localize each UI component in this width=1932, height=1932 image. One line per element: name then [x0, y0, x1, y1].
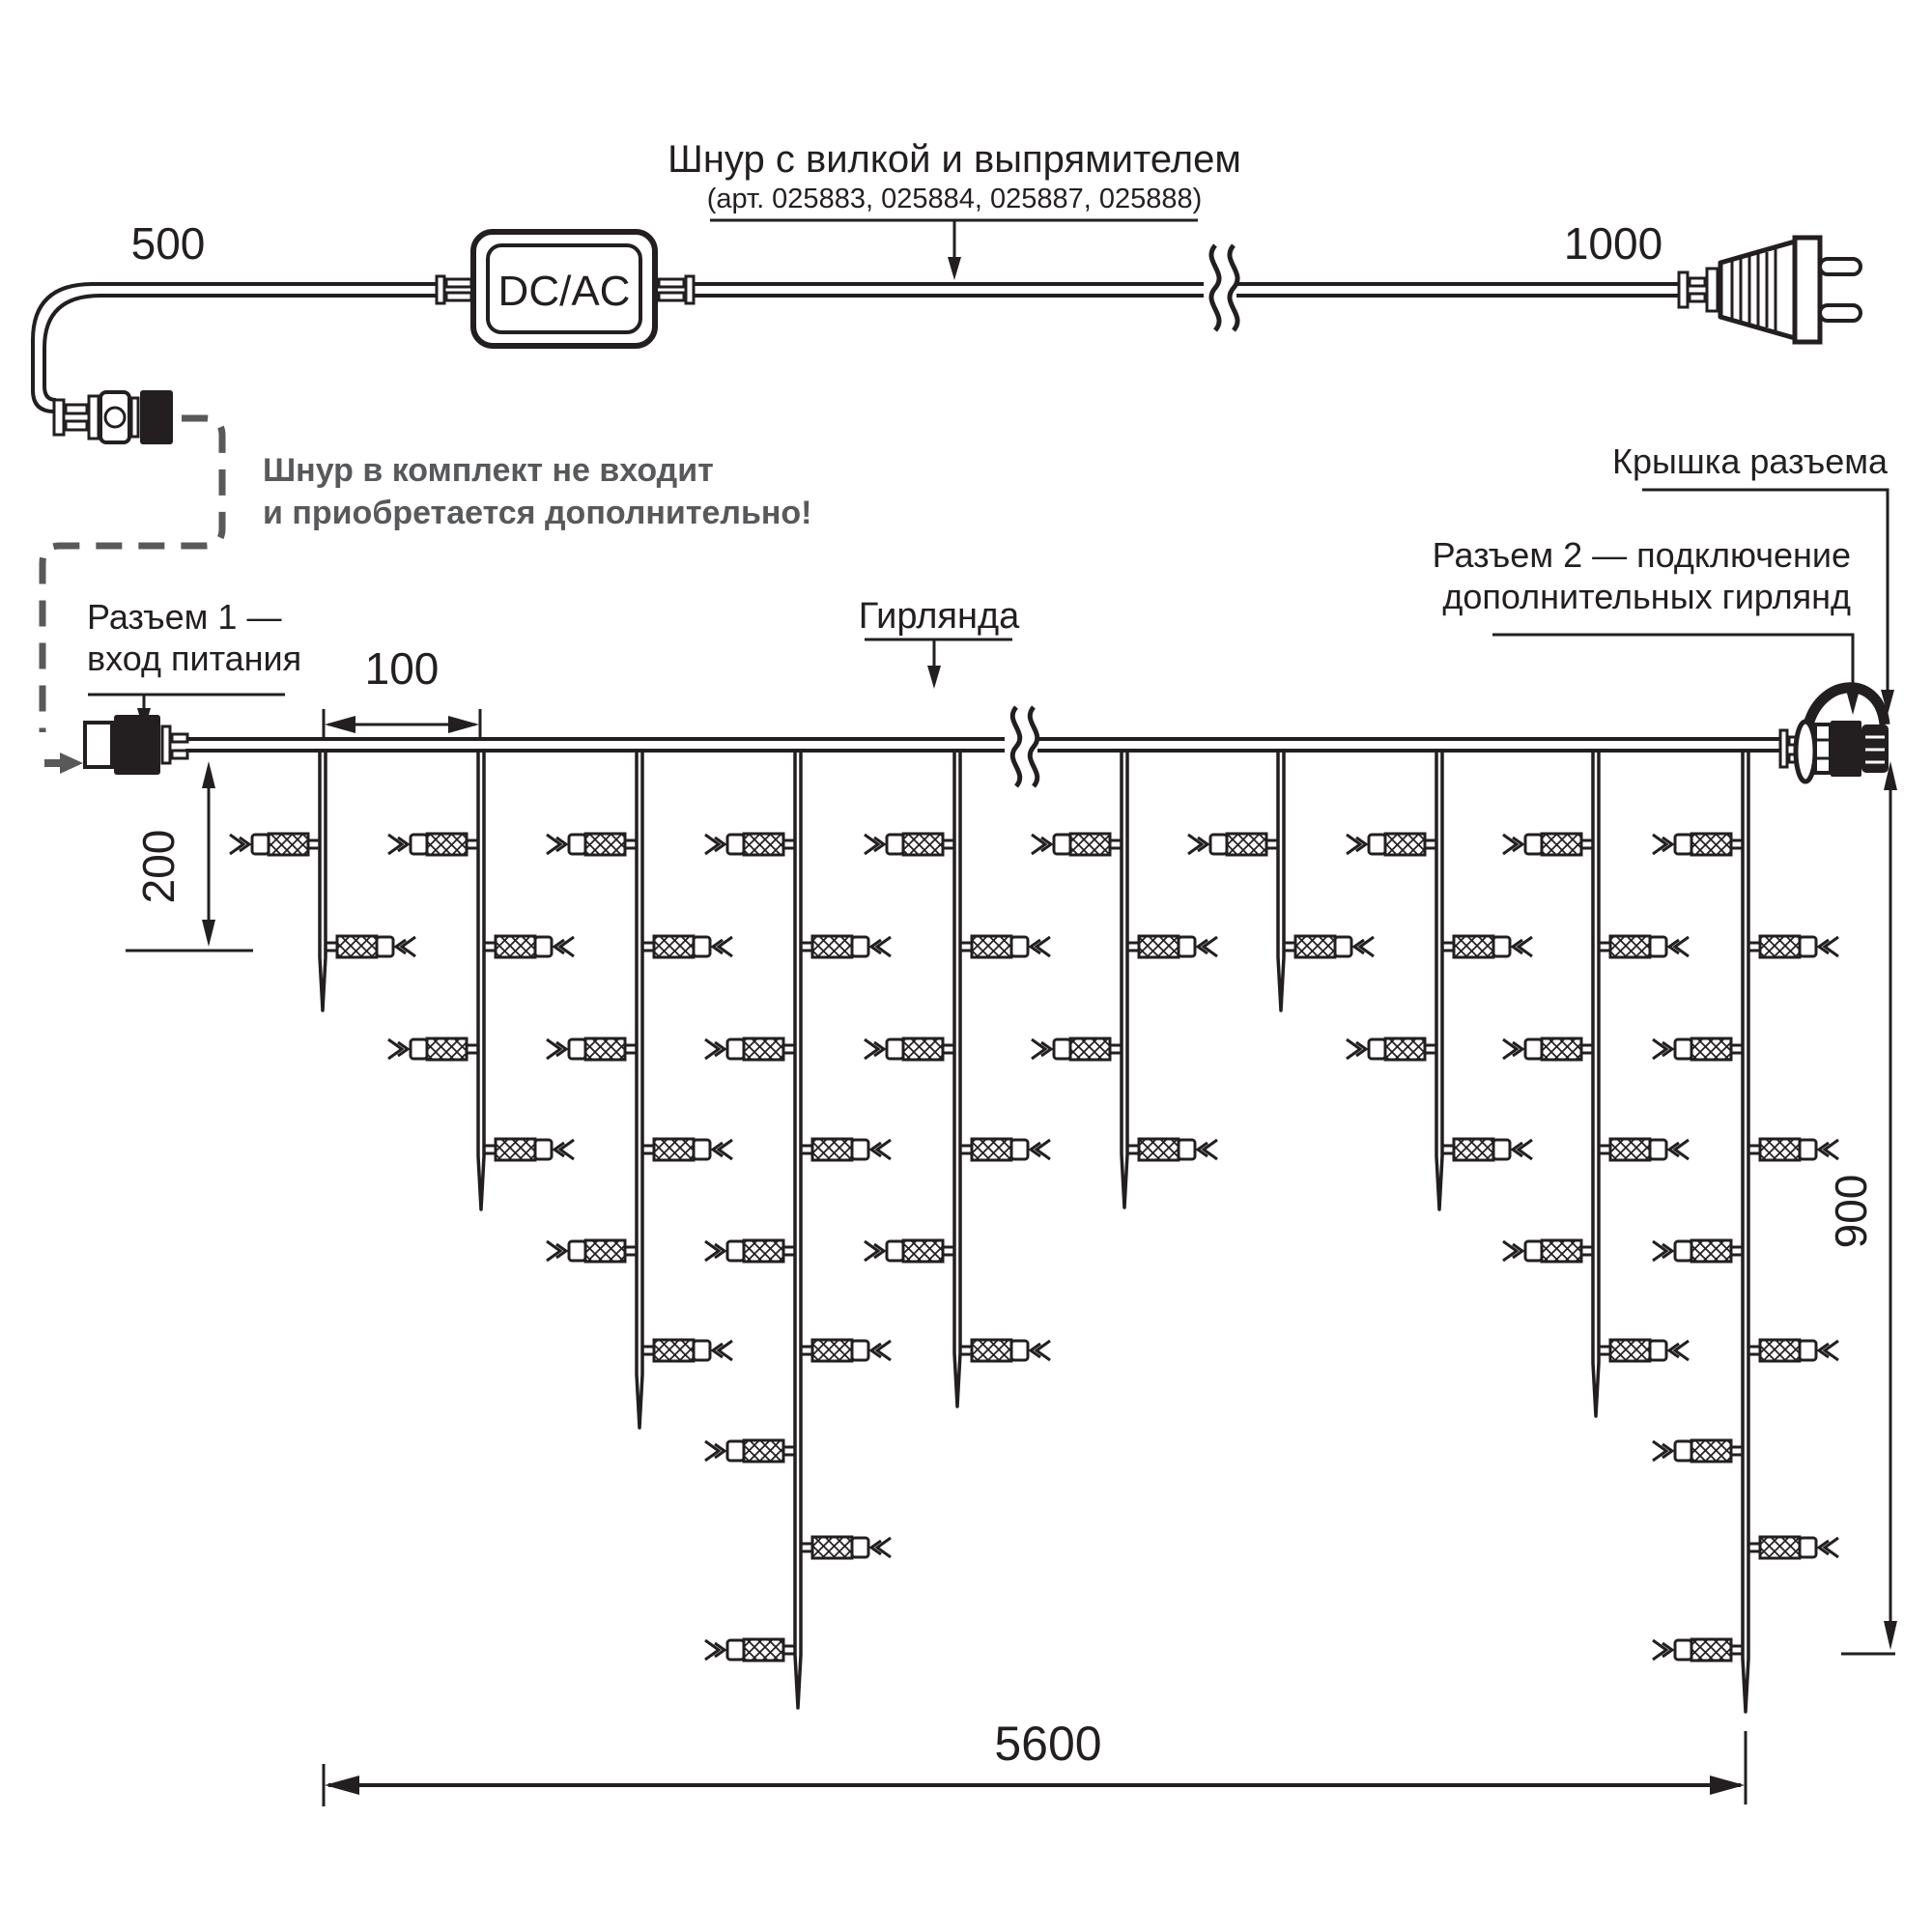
- cord-title-block: [668, 138, 1241, 280]
- cord-subtitle: (арт. 025883, 025884, 025887, 025888): [706, 184, 1203, 214]
- led-bulb-icon: [1347, 1038, 1436, 1060]
- led-bulb-icon: [1653, 834, 1743, 855]
- led-bulb-icon: [960, 936, 1050, 957]
- connector2-line2: дополнительных гирлянд: [1442, 577, 1851, 616]
- led-bulb-icon: [960, 1340, 1050, 1361]
- connector1-line1: Разъем 1 —: [87, 597, 282, 637]
- led-bulb-icon: [705, 1639, 795, 1661]
- led-bulb-icon: [547, 1240, 637, 1262]
- led-bulb-icon: [801, 1340, 891, 1361]
- not-included-note: [263, 452, 812, 531]
- led-bulb-icon: [1503, 1038, 1593, 1060]
- garland-drops: [230, 753, 1838, 1712]
- led-bulb-icon: [484, 1139, 574, 1160]
- connector2-label-block: [1433, 535, 1860, 715]
- power-plug-icon: [1679, 238, 1861, 342]
- power-cord: [33, 245, 1681, 412]
- dim-200: [126, 761, 253, 951]
- dim-900-label: 900: [1826, 1174, 1876, 1249]
- garland-drop: [230, 753, 415, 1010]
- led-bulb-icon: [1127, 1139, 1217, 1160]
- cap-label: Крышка разъема: [1612, 441, 1888, 481]
- garland-label-block: [859, 596, 1020, 689]
- led-bulb-icon: [230, 834, 320, 855]
- led-bulb-icon: [960, 1139, 1050, 1160]
- input-connector-icon: [85, 715, 187, 775]
- led-bulb-icon: [705, 834, 795, 855]
- led-bulb-icon: [1599, 1340, 1689, 1361]
- dim-1000-label: 1000: [1563, 218, 1663, 269]
- dim-200-label: 200: [133, 829, 184, 904]
- led-bulb-icon: [1032, 1038, 1122, 1060]
- led-bulb-icon: [1347, 834, 1436, 855]
- cord-title: Шнур с вилкой и выпрямителем: [668, 138, 1241, 181]
- garland-wire: [185, 739, 1780, 751]
- garland-drop: [1188, 753, 1374, 1010]
- garland-drop: [1347, 753, 1532, 1209]
- led-bulb-icon: [1599, 1139, 1689, 1160]
- led-bulb-icon: [865, 1038, 954, 1060]
- garland-drop: [388, 753, 574, 1209]
- led-bulb-icon: [1442, 936, 1532, 957]
- dim-5600-label: 5600: [994, 1717, 1102, 1771]
- note-line2: и приобретается дополнительно!: [263, 495, 812, 531]
- connector2-line1: Разъем 2 — подключение: [1432, 535, 1851, 575]
- dim-5600: [324, 1717, 1746, 1806]
- led-bulb-icon: [1442, 1139, 1532, 1160]
- dim-100-label: 100: [364, 643, 440, 694]
- garland-drop: [705, 753, 891, 1708]
- end-connector-icon: [1780, 688, 1889, 781]
- led-bulb-icon: [1188, 834, 1278, 855]
- cord-connector-icon: [54, 390, 173, 444]
- note-line1: Шнур в комплект не входит: [263, 452, 714, 489]
- dim-100: [324, 643, 480, 740]
- garland-drop: [547, 753, 732, 1428]
- connector1-label-block: [87, 597, 301, 731]
- connector1-line2: вход питания: [87, 639, 302, 678]
- led-bulb-icon: [1503, 1240, 1593, 1262]
- led-bulb-icon: [1127, 936, 1217, 957]
- led-bulb-icon: [547, 834, 637, 855]
- led-bulb-icon: [1032, 834, 1122, 855]
- led-bulb-icon: [1748, 936, 1838, 957]
- led-bulb-icon: [642, 1340, 732, 1361]
- garland-drop: [865, 753, 1050, 1406]
- led-bulb-icon: [801, 936, 891, 957]
- led-bulb-icon: [642, 1139, 732, 1160]
- led-bulb-icon: [801, 1139, 891, 1160]
- led-bulb-icon: [1748, 1139, 1838, 1160]
- led-bulb-icon: [1748, 1537, 1838, 1558]
- garland-drop: [1032, 753, 1217, 1208]
- led-bulb-icon: [801, 1537, 891, 1558]
- led-bulb-icon: [705, 1240, 795, 1262]
- garland-drop: [1503, 753, 1689, 1416]
- led-bulb-icon: [326, 936, 415, 957]
- dim-900: [1826, 761, 1897, 1654]
- led-bulb-icon: [1748, 1340, 1838, 1361]
- led-bulb-icon: [1599, 936, 1689, 957]
- led-bulb-icon: [388, 834, 478, 855]
- led-bulb-icon: [1653, 1240, 1743, 1262]
- garland-label: Гирлянда: [858, 596, 1020, 637]
- led-bulb-icon: [1653, 1440, 1743, 1462]
- cord-break-icon: [1204, 245, 1237, 334]
- led-bulb-icon: [388, 1038, 478, 1060]
- garland-break-icon: [1005, 707, 1037, 790]
- led-bulb-icon: [1653, 1038, 1743, 1060]
- led-bulb-icon: [484, 936, 574, 957]
- led-bulb-icon: [1284, 936, 1374, 957]
- led-bulb-icon: [865, 834, 954, 855]
- dcac-converter-box: [437, 232, 694, 346]
- led-bulb-icon: [865, 1240, 954, 1262]
- led-bulb-icon: [705, 1038, 795, 1060]
- led-bulb-icon: [1653, 1639, 1743, 1661]
- garland-drop: [1653, 753, 1838, 1712]
- led-bulb-icon: [642, 936, 732, 957]
- dcac-label: DC/AC: [497, 268, 631, 315]
- dim-500-label: 500: [130, 218, 206, 269]
- led-bulb-icon: [705, 1440, 795, 1462]
- led-bulb-icon: [547, 1038, 637, 1060]
- led-bulb-icon: [1503, 834, 1593, 855]
